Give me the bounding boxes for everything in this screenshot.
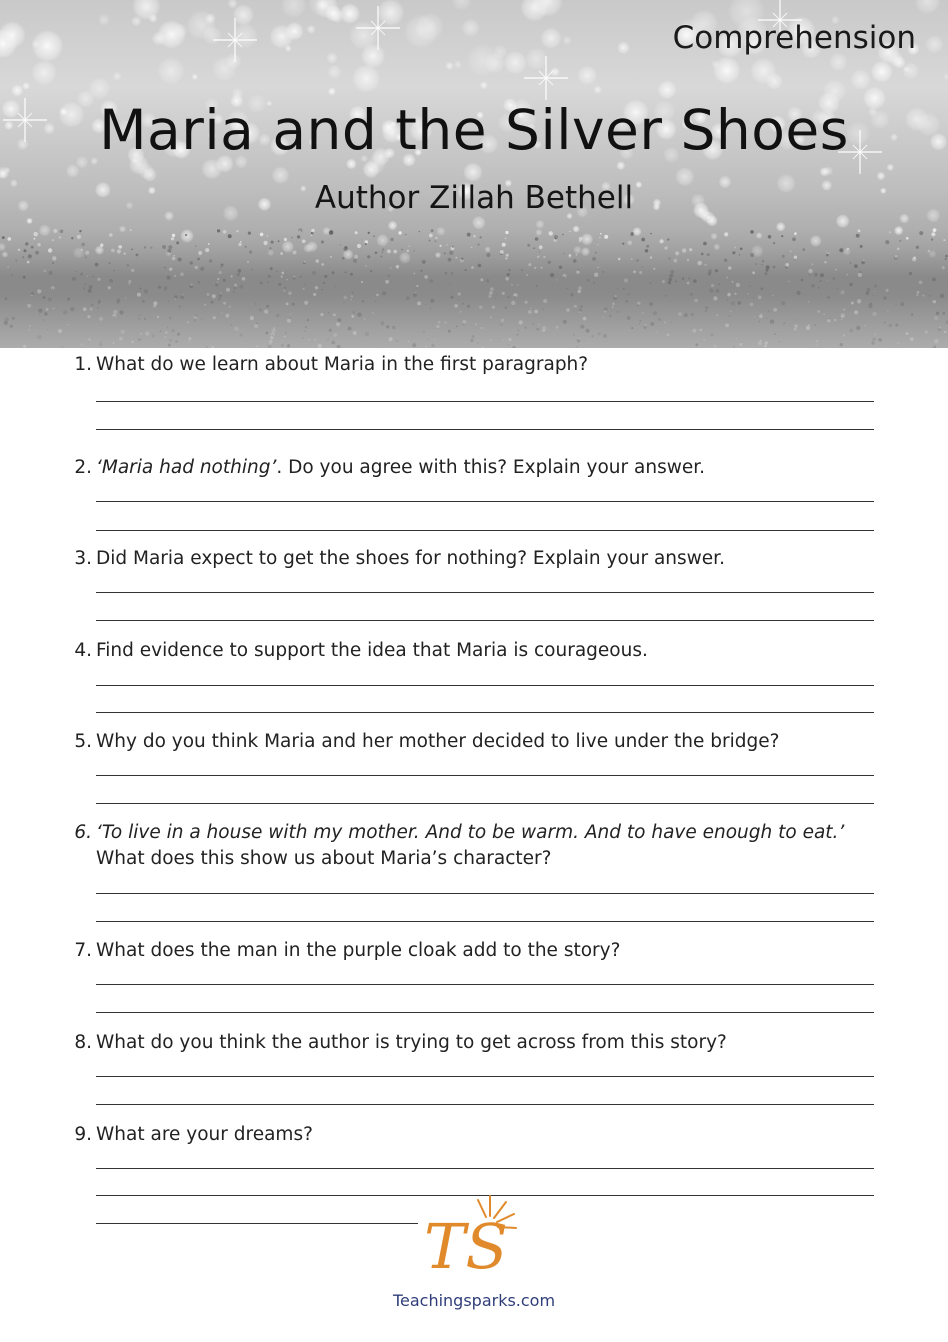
glitter-bokeh bbox=[26, 218, 32, 224]
glitter-bokeh bbox=[11, 85, 23, 97]
question-number: 1. bbox=[74, 354, 92, 375]
glitter-bokeh bbox=[32, 60, 57, 85]
question-number: 6. bbox=[74, 822, 92, 843]
glitter-bokeh bbox=[617, 42, 629, 54]
question-text: What are your dreams? bbox=[96, 1124, 313, 1145]
glitter-bokeh bbox=[616, 161, 625, 170]
glitter-bokeh bbox=[445, 62, 453, 70]
glitter-bokeh bbox=[270, 24, 294, 48]
answer-line[interactable] bbox=[96, 1168, 874, 1169]
question-number: 3. bbox=[74, 548, 92, 569]
answer-line[interactable] bbox=[96, 530, 874, 531]
glitter-bokeh bbox=[158, 57, 185, 84]
glitter-bokeh bbox=[328, 88, 336, 96]
answer-line[interactable] bbox=[96, 712, 874, 713]
glitter-bokeh bbox=[317, 0, 328, 10]
worksheet-type-label: Comprehension bbox=[672, 20, 916, 56]
question-number: 8. bbox=[74, 1032, 92, 1053]
question-number: 9. bbox=[74, 1124, 92, 1145]
glitter-bokeh bbox=[340, 3, 360, 23]
question-text-rest: . Do you agree with this? Explain your answer. bbox=[276, 457, 706, 478]
glitter-bokeh bbox=[480, 81, 488, 89]
logo-monogram: TS bbox=[424, 1210, 508, 1283]
answer-line[interactable] bbox=[96, 401, 874, 402]
question-number: 7. bbox=[74, 940, 92, 961]
answer-line[interactable] bbox=[96, 893, 874, 894]
glitter-bokeh bbox=[31, 40, 39, 48]
teachingsparks-logo bbox=[418, 1190, 518, 1286]
glitter-bokeh bbox=[388, 221, 398, 231]
glitter-bokeh bbox=[467, 44, 499, 76]
glitter-bokeh bbox=[915, 0, 941, 14]
glitter-bokeh bbox=[536, 220, 545, 229]
glitter-bokeh bbox=[836, 214, 850, 228]
question-quote: ‘To live in a house with my mother. And to be warm. And to have enough to eat.’ bbox=[96, 822, 845, 843]
glitter-bokeh bbox=[377, 0, 404, 26]
glitter-bokeh bbox=[658, 80, 677, 99]
glitter-bokeh bbox=[232, 23, 258, 49]
glitter-bokeh bbox=[22, 82, 29, 89]
glitter-bokeh bbox=[157, 20, 186, 49]
glitter-bokeh bbox=[349, 21, 378, 50]
answer-line[interactable] bbox=[96, 921, 874, 922]
question-text: Why do you think Maria and her mother decided to live under the bridge? bbox=[96, 731, 780, 752]
question-number: 5. bbox=[74, 731, 92, 752]
glitter-bokeh bbox=[563, 36, 572, 45]
glitter-bokeh bbox=[944, 73, 948, 79]
glitter-bokeh bbox=[594, 86, 602, 94]
glitter-bokeh bbox=[326, 52, 337, 63]
glitter-bokeh bbox=[871, 61, 893, 83]
glitter-bokeh bbox=[307, 25, 316, 34]
question-text: What do we learn about Maria in the first paragraph? bbox=[96, 354, 589, 375]
answer-line[interactable] bbox=[96, 1012, 874, 1013]
glitter-bokeh bbox=[149, 14, 158, 23]
glitter-bokeh bbox=[540, 27, 561, 48]
answer-line[interactable] bbox=[96, 685, 874, 686]
question-text: Did Maria expect to get the shoes for nothing? Explain your answer. bbox=[96, 548, 725, 569]
glitter-bokeh bbox=[452, 0, 473, 10]
question-text: What does this show us about Maria’s character? bbox=[96, 848, 552, 869]
glitter-bokeh bbox=[525, 48, 547, 70]
glitter-bokeh bbox=[226, 53, 242, 69]
glitter-banner bbox=[0, 0, 948, 348]
question-number: 4. bbox=[74, 640, 92, 661]
answer-line[interactable] bbox=[96, 592, 874, 593]
glitter-bokeh bbox=[113, 72, 122, 81]
glitter-bokeh bbox=[131, 16, 141, 26]
question-text: What does the man in the purple cloak add to the story? bbox=[96, 940, 621, 961]
glitter-bokeh bbox=[472, 216, 486, 230]
glitter-bokeh bbox=[902, 62, 919, 79]
glitter-bokeh bbox=[454, 61, 462, 69]
answer-line[interactable] bbox=[96, 1076, 874, 1077]
glitter-bokeh bbox=[462, 19, 480, 37]
glitter-bokeh bbox=[504, 51, 527, 74]
glitter-bokeh bbox=[925, 35, 943, 53]
glitter-bokeh bbox=[281, 0, 306, 18]
question-quote: ‘Maria had nothing’ bbox=[96, 457, 277, 478]
page-title: Maria and the Silver Shoes bbox=[99, 98, 849, 162]
answer-line[interactable] bbox=[96, 620, 874, 621]
glitter-bokeh bbox=[98, 14, 109, 25]
answer-line[interactable] bbox=[96, 803, 874, 804]
glitter-bokeh bbox=[416, 13, 444, 41]
answer-line[interactable] bbox=[96, 501, 874, 502]
glitter-bokeh bbox=[850, 69, 870, 89]
glitter-bokeh bbox=[352, 65, 380, 93]
glitter-bokeh bbox=[192, 74, 198, 80]
glitter-bokeh bbox=[578, 66, 597, 85]
author-subtitle: Author Zillah Bethell bbox=[314, 180, 634, 216]
question-number: 2. bbox=[74, 457, 92, 478]
question-text: Find evidence to support the idea that Maria is courageous. bbox=[96, 640, 648, 661]
glitter-bokeh bbox=[327, 65, 341, 79]
question-text bbox=[96, 457, 896, 478]
answer-line[interactable] bbox=[96, 984, 874, 985]
glitter-bokeh bbox=[750, 58, 776, 84]
answer-line[interactable] bbox=[96, 1104, 874, 1105]
glitter-bokeh bbox=[205, 13, 216, 24]
site-url[interactable]: Teachingsparks.com bbox=[392, 1291, 556, 1310]
glitter-bokeh bbox=[824, 166, 833, 175]
glitter-bokeh bbox=[877, 172, 886, 181]
question-text: What do you think the author is trying to get across from this story? bbox=[96, 1032, 727, 1053]
glitter-bokeh bbox=[88, 77, 110, 99]
glitter-bokeh bbox=[463, 162, 482, 181]
glitter-bokeh bbox=[711, 60, 720, 69]
answer-line[interactable] bbox=[96, 429, 874, 430]
answer-line[interactable] bbox=[96, 775, 874, 776]
glitter-bokeh bbox=[228, 0, 238, 8]
glitter-bokeh bbox=[233, 4, 254, 25]
answer-line[interactable] bbox=[96, 1223, 418, 1224]
glitter-bokeh bbox=[0, 21, 26, 48]
glitter-bokeh bbox=[887, 164, 894, 171]
